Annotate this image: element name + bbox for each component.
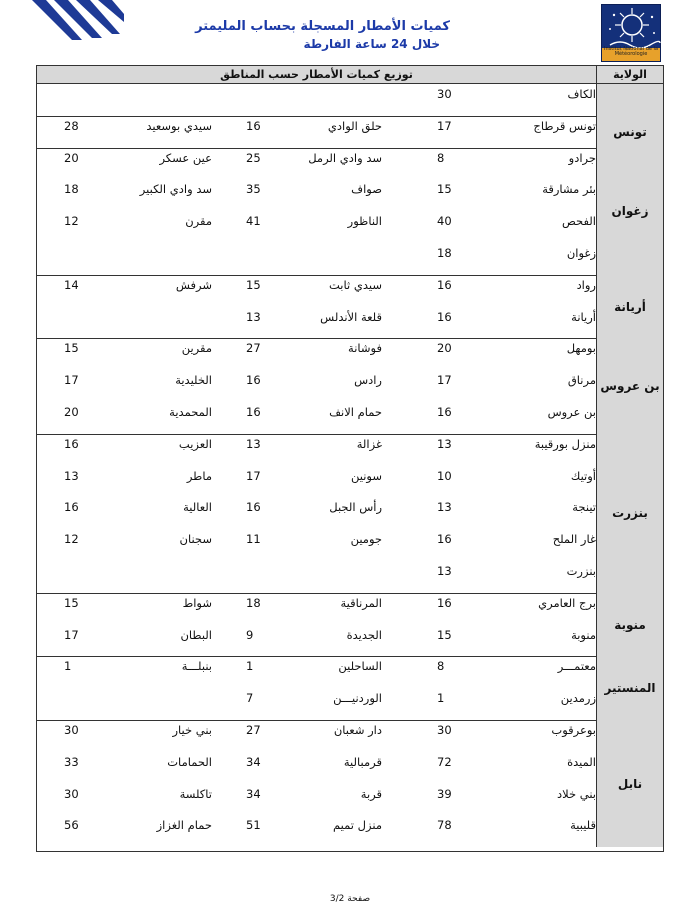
table-row bbox=[37, 815, 598, 846]
col1-value: 16 bbox=[437, 309, 452, 324]
col2-name: رأس الجبل bbox=[329, 500, 382, 515]
governorate-cell: بنزرت bbox=[596, 434, 663, 593]
col3-name: عين عسكر bbox=[159, 150, 212, 165]
col3-name: الخليدية bbox=[175, 373, 212, 388]
col1-name: بومهل bbox=[566, 341, 596, 356]
col3-value: 20 bbox=[64, 150, 79, 165]
col1-name: بن عروس bbox=[547, 405, 596, 419]
col1-value: 15 bbox=[437, 182, 452, 197]
col2-value: 16 bbox=[246, 500, 261, 515]
col1-value: 16 bbox=[437, 595, 452, 610]
governorate-cell: بن عروس bbox=[596, 338, 663, 433]
col1-name: بوعرقوب bbox=[551, 723, 596, 737]
col1-value: 20 bbox=[437, 341, 452, 356]
col1-name: أريانة bbox=[571, 309, 596, 324]
col3-name: ماطر bbox=[186, 468, 212, 483]
col1-name: بني خلاد bbox=[556, 786, 596, 801]
col3-name: المحمدية bbox=[169, 405, 212, 419]
table-row bbox=[37, 720, 598, 751]
col1-name: معتمـــر bbox=[557, 659, 596, 674]
table-row bbox=[37, 752, 598, 783]
col1-name: قليبية bbox=[570, 818, 596, 833]
col1-value: 8 bbox=[437, 659, 445, 674]
col2-value bbox=[246, 243, 286, 274]
col2-name: قربة bbox=[360, 786, 382, 801]
table-row bbox=[37, 656, 598, 687]
col2-value: 41 bbox=[246, 214, 261, 229]
col1-value: 16 bbox=[437, 405, 452, 419]
col1-value: 17 bbox=[437, 118, 452, 133]
col1-value: 13 bbox=[437, 564, 452, 578]
col2-name: الساحلين bbox=[338, 659, 382, 674]
col2-name: قرمبالية bbox=[343, 754, 382, 769]
governorate-cell: منوبة bbox=[596, 593, 663, 657]
table-row bbox=[37, 148, 598, 179]
table-row bbox=[37, 784, 598, 815]
table-row bbox=[37, 116, 598, 147]
header-distribution: توزيع كميات الأمطار حسب المناطق bbox=[37, 66, 596, 84]
table-row bbox=[37, 625, 598, 656]
table-row bbox=[37, 466, 598, 497]
table-row bbox=[37, 307, 598, 338]
col3-name: سد وادي الكبير bbox=[139, 182, 212, 197]
title-line-1: كميات الأمطار المسجلة بحساب المليمتر bbox=[195, 19, 450, 34]
col1-value: 72 bbox=[437, 754, 452, 769]
col2-name: قلعة الأندلس bbox=[320, 309, 382, 324]
decorative-stripes bbox=[32, 0, 124, 62]
col1-name: الميدة bbox=[567, 754, 596, 769]
governorate-cell: زغوان bbox=[596, 148, 663, 275]
table-row bbox=[37, 370, 598, 401]
col1-name: الكاف bbox=[567, 87, 596, 101]
table-row bbox=[37, 529, 598, 560]
col1-value: 17 bbox=[437, 373, 452, 388]
col2-value: 16 bbox=[246, 405, 261, 419]
col3-value: 16 bbox=[64, 436, 79, 451]
col1-name: منزل بورقيبة bbox=[534, 436, 596, 451]
col3-value: 28 bbox=[64, 118, 79, 133]
col2-value: 18 bbox=[246, 595, 261, 610]
col3-name: سيدي بوسعيد bbox=[146, 118, 212, 133]
col3-value: 33 bbox=[64, 754, 79, 769]
col1-name: منوبة bbox=[571, 627, 596, 642]
col3-value: 16 bbox=[64, 500, 79, 515]
col1-value: 8 bbox=[437, 150, 445, 165]
col1-name: زرمدين bbox=[560, 691, 596, 706]
col2-name: سد وادي الرمل bbox=[308, 150, 382, 165]
col1-name: مرناق bbox=[567, 373, 596, 388]
col3-name: البطان bbox=[180, 627, 212, 642]
col2-name: رادس bbox=[354, 373, 382, 388]
col3-value: 12 bbox=[64, 214, 79, 229]
table-row bbox=[37, 402, 598, 433]
col2-name: الناظور bbox=[347, 214, 382, 229]
governorate-cell: تونس bbox=[596, 116, 663, 148]
col2-value bbox=[246, 561, 286, 592]
col1-name: الفحص bbox=[561, 214, 596, 229]
table-row bbox=[37, 84, 598, 115]
col1-value: 18 bbox=[437, 246, 452, 260]
col3-value: 1 bbox=[64, 659, 72, 674]
col2-name: حمام الانف bbox=[329, 405, 382, 419]
col3-value bbox=[64, 307, 104, 338]
page-number: صفحة 3/2 bbox=[329, 894, 371, 904]
col2-name: سونين bbox=[350, 468, 382, 483]
col3-value: 17 bbox=[64, 627, 79, 642]
col3-value: 17 bbox=[64, 373, 79, 388]
col1-name: جرادو bbox=[568, 150, 596, 165]
col2-name: صواف bbox=[351, 182, 382, 197]
col2-value bbox=[246, 84, 286, 115]
col3-value: 30 bbox=[64, 723, 79, 737]
col3-name: مقرن bbox=[185, 214, 212, 229]
col2-value: 27 bbox=[246, 723, 261, 737]
col1-value: 39 bbox=[437, 786, 452, 801]
col2-value: 34 bbox=[246, 786, 261, 801]
col2-value: 13 bbox=[246, 436, 261, 451]
col3-name: العزيب bbox=[178, 436, 212, 451]
col3-name: بني خيار bbox=[172, 723, 212, 737]
col2-value: 16 bbox=[246, 373, 261, 388]
col2-value: 27 bbox=[246, 341, 261, 356]
col3-value bbox=[64, 561, 104, 592]
table-row bbox=[37, 179, 598, 210]
col2-name: فوشانة bbox=[348, 341, 382, 356]
table-row bbox=[37, 497, 598, 528]
col2-value: 34 bbox=[246, 754, 261, 769]
col2-value: 25 bbox=[246, 150, 261, 165]
col3-value: 13 bbox=[64, 468, 79, 483]
col1-name: بئر مشارقة bbox=[542, 182, 596, 197]
table-row bbox=[37, 593, 598, 624]
table-row bbox=[37, 688, 598, 719]
col2-name: غزالة bbox=[356, 436, 382, 451]
col1-name: بنزرت bbox=[566, 564, 596, 578]
col1-name: برج العامري bbox=[538, 595, 596, 610]
col1-value: 10 bbox=[437, 468, 452, 483]
col1-value: 40 bbox=[437, 214, 452, 229]
rainfall-table bbox=[36, 65, 664, 852]
col1-value: 1 bbox=[437, 691, 445, 706]
col1-name: تونس قرطاج bbox=[533, 118, 596, 133]
col3-name: مقرين bbox=[181, 341, 212, 356]
col1-name: أوتيك bbox=[570, 468, 596, 483]
col2-value: 35 bbox=[246, 182, 261, 197]
table-row bbox=[37, 561, 598, 592]
col2-name: حلق الوادي bbox=[327, 118, 382, 133]
header-governorate: الولاية bbox=[596, 66, 663, 84]
col3-value: 15 bbox=[64, 341, 79, 356]
col3-name: بنبلـــة bbox=[181, 659, 212, 674]
col2-value: 13 bbox=[246, 309, 261, 324]
governorate-cell: أريانة bbox=[596, 275, 663, 339]
col2-name: منزل تميم bbox=[333, 818, 382, 833]
col1-value: 78 bbox=[437, 818, 452, 833]
col3-name: العالية bbox=[183, 500, 212, 515]
logo-caption: Institut National de la Météorologie bbox=[604, 46, 658, 57]
col1-value: 16 bbox=[437, 532, 452, 547]
governorate-cell: المنستير bbox=[596, 656, 663, 720]
col3-value: 18 bbox=[64, 182, 79, 197]
col3-name: شرفش bbox=[175, 277, 212, 292]
table-row bbox=[37, 211, 598, 242]
col2-name: المرناقية bbox=[340, 595, 382, 610]
col3-name: شواط bbox=[182, 595, 212, 610]
col3-name: الحمامات bbox=[167, 754, 212, 769]
col3-value: 30 bbox=[64, 786, 79, 801]
col2-value: 7 bbox=[246, 691, 254, 706]
table-row bbox=[37, 243, 598, 274]
governorate-cell: نابل bbox=[596, 720, 663, 847]
col3-value: 14 bbox=[64, 277, 79, 292]
col1-name: زغوان bbox=[566, 246, 596, 260]
col3-value: 56 bbox=[64, 818, 79, 833]
col3-name: سجنان bbox=[179, 532, 212, 547]
col2-name: جومين bbox=[350, 532, 382, 547]
col1-value: 30 bbox=[437, 87, 452, 101]
col3-value: 20 bbox=[64, 405, 79, 419]
col2-name: الجديدة bbox=[346, 627, 382, 642]
table-row bbox=[37, 275, 598, 306]
col1-name: تينجة bbox=[572, 500, 596, 515]
col3-name: تاكلسة bbox=[179, 786, 212, 801]
col1-name: غار الملح bbox=[552, 532, 596, 547]
col3-name: حمام الغزاز bbox=[156, 818, 212, 833]
col3-value bbox=[64, 243, 104, 274]
col2-value: 17 bbox=[246, 468, 261, 483]
col1-name: رواد bbox=[576, 277, 596, 292]
col3-value bbox=[64, 84, 104, 115]
table-row bbox=[37, 338, 598, 369]
col2-value: 1 bbox=[246, 659, 254, 674]
governorate-cell bbox=[596, 84, 663, 116]
col3-value: 12 bbox=[64, 532, 79, 547]
col1-value: 13 bbox=[437, 500, 452, 515]
page-title bbox=[195, 18, 450, 53]
table-row bbox=[37, 434, 598, 465]
col2-name: سيدي ثابت bbox=[329, 277, 382, 292]
col2-value: 16 bbox=[246, 118, 261, 133]
col2-value: 9 bbox=[246, 627, 254, 642]
col3-value bbox=[64, 688, 104, 719]
col3-value: 15 bbox=[64, 595, 79, 610]
col2-value: 15 bbox=[246, 277, 261, 292]
col2-value: 11 bbox=[246, 532, 261, 547]
title-line-2: خلال 24 ساعة الفارطة bbox=[303, 37, 440, 51]
col1-value: 13 bbox=[437, 436, 452, 451]
col2-name: دار شعبان bbox=[333, 723, 382, 737]
col1-value: 30 bbox=[437, 723, 452, 737]
col2-name: الوردنيـــن bbox=[333, 691, 382, 706]
col1-value: 15 bbox=[437, 627, 452, 642]
col1-value: 16 bbox=[437, 277, 452, 292]
col2-value: 51 bbox=[246, 818, 261, 833]
